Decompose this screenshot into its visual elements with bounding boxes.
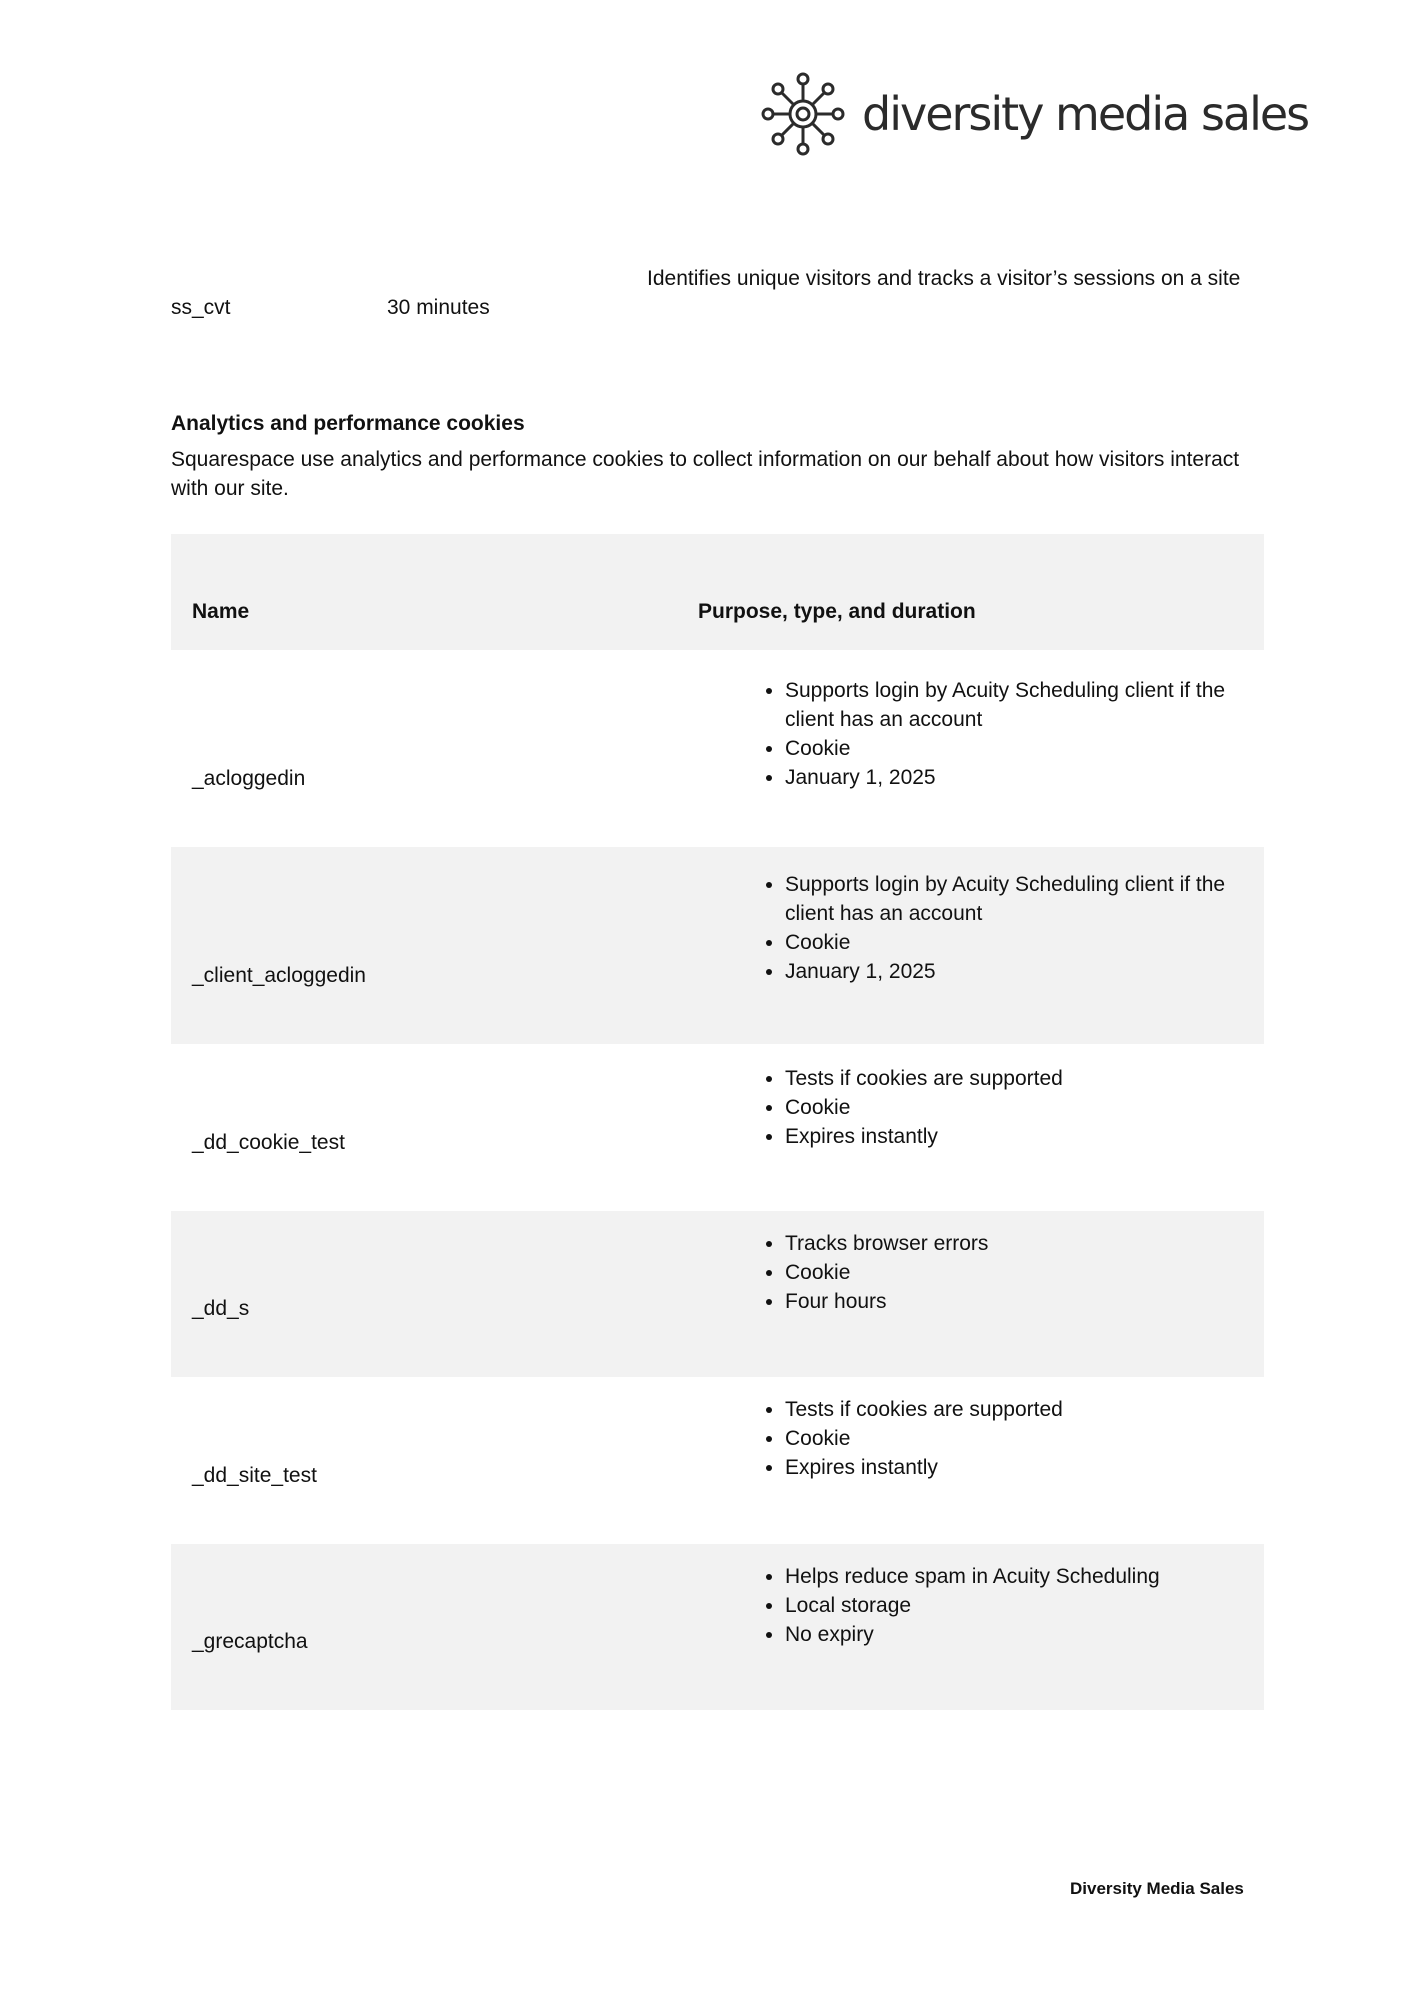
table-row [171,650,1264,847]
list-item: • Expires instantly [785,1453,1235,1482]
table-row [171,1377,1264,1544]
list-item: • Tests if cookies are supported [785,1064,1235,1093]
list-item: • Expires instantly [785,1122,1235,1151]
purpose-list [742,1562,1235,1649]
purpose-list [742,676,1235,792]
cookie-name: _client_acloggedin [192,964,366,987]
footer-company: Diversity Media Sales [1070,1879,1244,1898]
list-item: • Helps reduce spam in Acuity Scheduling [785,1562,1235,1591]
table-row [171,1544,1264,1710]
section-title: Analytics and performance cookies [171,412,525,435]
list-item: • January 1, 2025 [785,763,1235,792]
list-item: • Supports login by Acuity Scheduling client if the client has an account [785,870,1235,928]
list-item: • Supports login by Acuity Scheduling client if the client has an account [785,676,1235,734]
cookie-name: _dd_cookie_test [192,1131,345,1154]
cookie-row-ss-cvt [171,267,1261,340]
cookie-duration: 30 minutes [387,296,490,319]
list-item: • Four hours [785,1287,1235,1316]
list-item: • Local storage [785,1591,1235,1620]
cookie-name: _acloggedin [192,767,306,790]
cookie-name: _dd_site_test [192,1464,317,1487]
list-item: • Tracks browser errors [785,1229,1235,1258]
cookie-name: ss_cvt [171,296,231,319]
table-row [171,1044,1264,1211]
column-header-purpose: Purpose, type, and duration [698,600,976,623]
purpose-list [742,1395,1235,1482]
list-item: • Cookie [785,1093,1235,1122]
list-item: • January 1, 2025 [785,957,1235,986]
cookie-name: _dd_s [192,1297,250,1320]
list-item: • No expiry [785,1620,1235,1649]
network-logo-icon [758,69,848,159]
list-item: • Cookie [785,928,1235,957]
list-item: • Cookie [785,734,1235,763]
brand-logo [758,64,1309,164]
list-item: • Tests if cookies are supported [785,1395,1235,1424]
purpose-list [742,1064,1235,1151]
logo-text: diversity media sales [862,87,1309,141]
cookie-purpose: Identifies unique visitors and tracks a visitor’s sessions on a site [647,267,1241,290]
cookie-table [171,534,1264,1710]
column-header-name: Name [192,600,250,623]
list-item: • Cookie [785,1424,1235,1453]
list-item: • Cookie [785,1258,1235,1287]
table-row [171,1211,1264,1377]
purpose-list [742,1229,1235,1316]
cookie-name: _grecaptcha [192,1630,308,1653]
table-row [171,847,1264,1044]
purpose-list [742,870,1235,986]
table-header [171,534,1264,650]
section-description: Squarespace use analytics and performance cookies to collect information on our behalf about how visitors interact with our site. [171,448,1240,500]
